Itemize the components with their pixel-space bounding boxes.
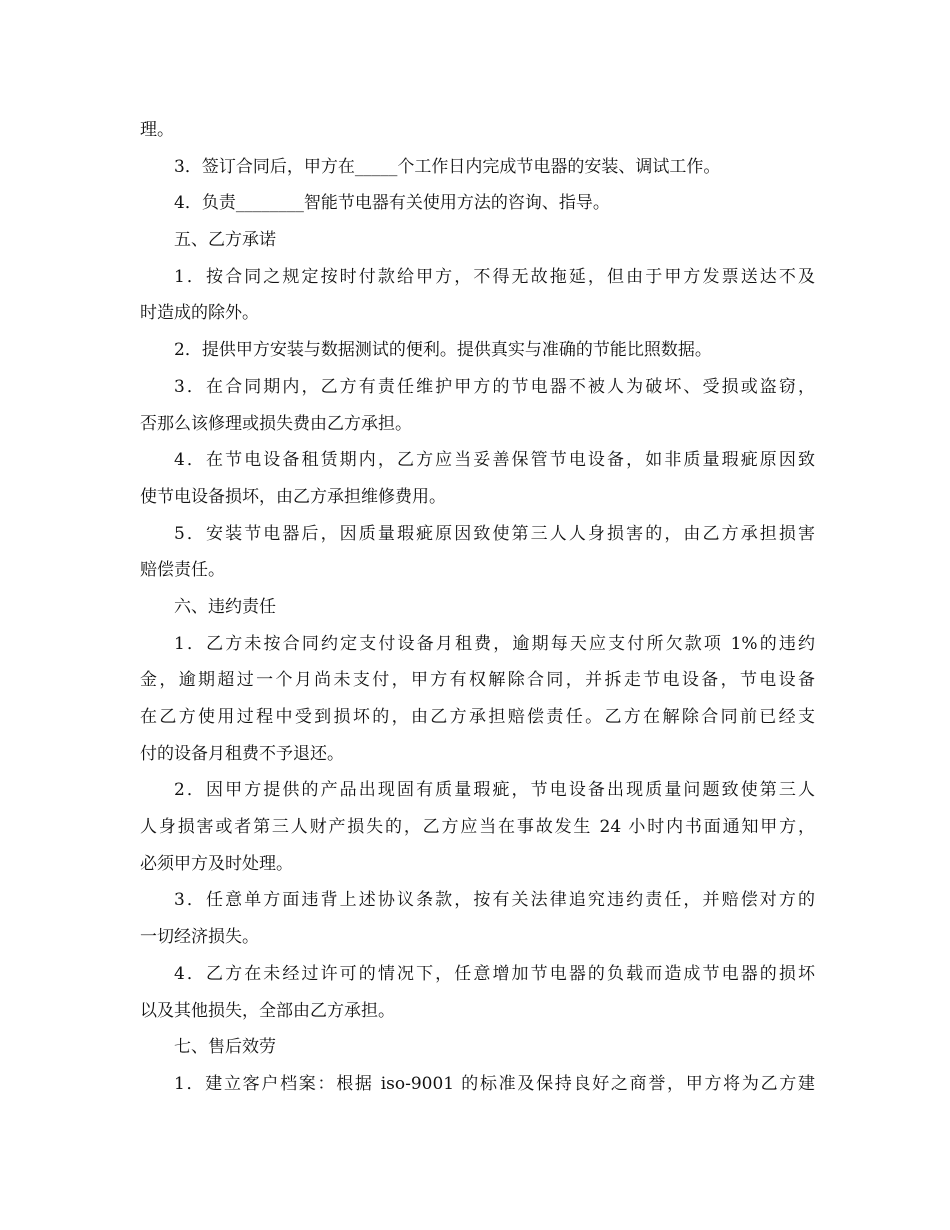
clause-5-1-line-1: 1．按合同之规定按时付款给甲方，不得无故拖延，但由于甲方发票送达不及	[174, 266, 815, 287]
clause-6-2-line-3: 必须甲方及时处理。	[140, 853, 293, 874]
clause-5-4-line-1: 4．在节电设备租赁期内，乙方应当妥善保管节电设备，如非质量瑕疵原因致	[174, 450, 815, 471]
clause-5-4-line-2: 使节电设备损坏，由乙方承担维修费用。	[140, 486, 446, 507]
clause-6-1-line-3: 在乙方使用过程中受到损坏的，由乙方承担赔偿责任。乙方在解除合同前已经支	[140, 707, 815, 727]
clause-4-4: 4．负责________智能节电器有关使用方法的咨询、指导。	[174, 193, 610, 214]
clause-6-3-line-1: 3．任意单方面违背上述协议条款，按有关法律追究违约责任，并赔偿对方的	[174, 890, 815, 911]
clause-6-3-line-2: 一切经济损失。	[140, 927, 259, 948]
clause-5-2: 2．提供甲方安装与数据测试的便利。提供真实与准确的节能比照数据。	[174, 340, 712, 361]
clause-6-2-line-1: 2．因甲方提供的产品出现固有质量瑕疵，节电设备出现质量问题致使第三人	[174, 780, 815, 801]
section-heading-5: 五、乙方承诺	[174, 230, 276, 251]
clause-5-5-line-1: 5．安装节电器后，因质量瑕疵原因致使第三人人身损害的，由乙方承担损害	[174, 523, 815, 544]
clause-6-4-line-2: 以及其他损失，全部由乙方承担。	[140, 1000, 395, 1021]
text-line-1: 理。	[140, 120, 174, 140]
clause-5-3-line-2: 否那么该修理或损失费由乙方承担。	[140, 413, 412, 434]
clause-6-1-line-4: 付的设备月租费不予退还。	[140, 743, 344, 764]
clause-6-4-line-1: 4．乙方在未经过许可的情况下，任意增加节电器的负载而造成节电器的损坏	[174, 963, 815, 984]
clause-5-3-line-1: 3．在合同期内，乙方有责任维护甲方的节电器不被人为破坏、受损或盗窃，	[174, 376, 815, 397]
clause-6-1-line-2: 金，逾期超过一个月尚未支付，甲方有权解除合同，并拆走节电设备，节电设备	[140, 670, 815, 691]
clause-5-5-line-2: 赔偿责任。	[140, 560, 225, 581]
clause-5-1-line-2: 时造成的除外。	[140, 303, 259, 324]
clause-6-1-line-1: 1．乙方未按合同约定支付设备月租费，逾期每天应支付所欠款项 1%的违约	[174, 633, 815, 654]
clause-4-3: 3．签订合同后，甲方在_____个工作日内完成节电器的安装、调试工作。	[174, 156, 721, 177]
document-page	[140, 112, 815, 1103]
clause-7-1-line-1: 1．建立客户档案：根据 iso-9001 的标准及保持良好之商誉，甲方将为乙方建	[174, 1073, 815, 1094]
section-heading-7: 七、售后效劳	[174, 1037, 276, 1058]
section-heading-6: 六、违约责任	[174, 596, 276, 617]
clause-6-2-line-2: 人身损害或者第三人财产损失的，乙方应当在事故发生 24 小时内书面通知甲方，	[140, 817, 815, 838]
